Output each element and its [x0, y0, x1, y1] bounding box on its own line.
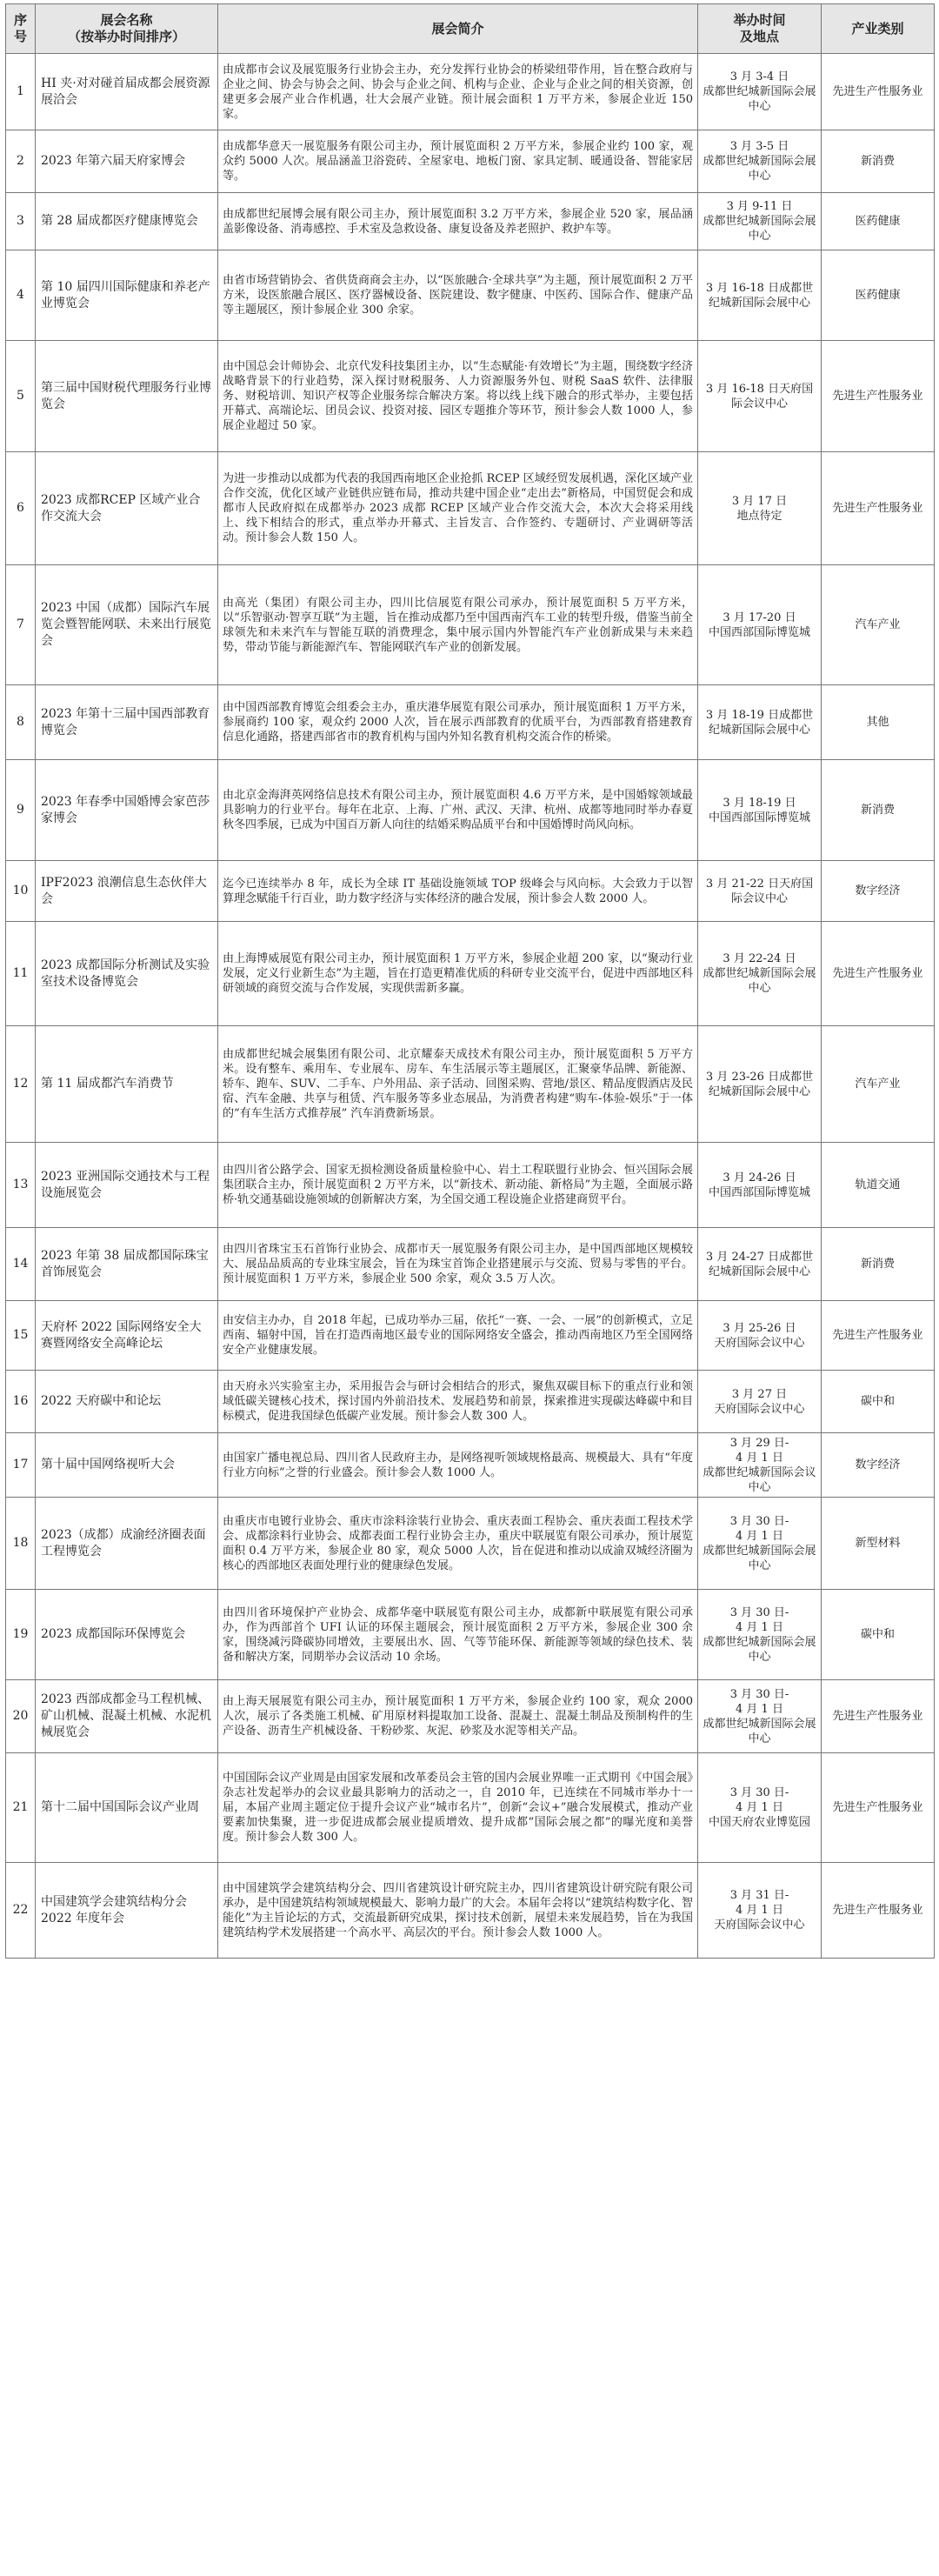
industry-category: 新消费 [822, 760, 935, 861]
table-row [6, 341, 935, 452]
exhibition-name: 第 10 届四川国际健康和养老产业博览会 [36, 250, 218, 341]
table-row [6, 1301, 935, 1371]
exhibition-intro: 由四川省珠宝玉石首饰行业协会、成都市天一展览服务有限公司主办，是中国西部地区规模较大、展品品质高的专业珠宝展会，旨在为珠宝首饰企业搭建展示与交流、贸易与零售的平台。预计展览面积 1 万平方米，参展企业 500 余家，观众 3.5 万人次。 [218, 1228, 698, 1301]
industry-category: 先进生产性服务业 [822, 1680, 935, 1753]
exhibition-intro: 由安信主办办，自 2018 年起，已成功举办三届，依托“一赛、一会、一展”的创新模式，立足西南、辐射中国，旨在打造西南地区最专业的国际网络安全盛会，推动西南地区乃至全国网络安全产业健康发展。 [218, 1301, 698, 1371]
exhibition-time-place: 3 月 24-26 日 中国西部国际博览城 [698, 1143, 822, 1228]
table-row [6, 1026, 935, 1143]
row-number: 5 [6, 341, 36, 452]
exhibition-intro: 由国家广播电视总局、四川省人民政府主办，是网络视听领域规格最高、规模最大、具有“年度行业方向标”之誉的行业盛会。预计参会人数 1000 人。 [218, 1433, 698, 1498]
table-row [6, 1753, 935, 1863]
exhibition-intro: 由成都世纪城会展集团有限公司、北京耀泰天成技术有限公司主办，预计展览面积 5 万平方米。设有整车、乘用车、专业展车、房车、车生活展示等主题展区，汇聚豪华品牌、新能源、轿车、跑车、SUV、二手车、户外用品、亲子活动、回图采购、营地/景区、精品度假酒店及民宿、汽车金融、共享与租赁、汽车服务等多业态展品，为消费者构建“购车-体验-娱乐”于一体的“有车生活方式推荐展” 汽车消费新场景。 [218, 1026, 698, 1143]
row-number: 1 [6, 54, 36, 130]
row-number: 7 [6, 565, 36, 685]
exhibition-name: 第 28 届成都医疗健康博览会 [36, 193, 218, 250]
exhibition-time-place: 3 月 3-5 日 成都世纪城新国际会展中心 [698, 130, 822, 193]
industry-category: 其他 [822, 685, 935, 760]
industry-category: 碳中和 [822, 1590, 935, 1680]
row-number: 18 [6, 1498, 36, 1590]
exhibition-intro: 为进一步推动以成都为代表的我国西南地区企业抢抓 RCEP 区域经贸发展机遇，深化区域产业合作交流，优化区域产业链供应链布局，推动共建中国企业“走出去”新格局，中国贸促会和成都市人民政府拟在成都举办 2023 成都 RCEP 区域产业合作交流大会，本次大会将采用线上、线下相结合的形式，重点举办开幕式、主旨发言、合作签约、专题研讨、产业调研等活动。预计参会人数 150 人。 [218, 452, 698, 565]
exhibition-name: 第三届中国财税代理服务行业博览会 [36, 341, 218, 452]
exhibition-time-place: 3 月 18-19 日成都世纪城新国际会展中心 [698, 685, 822, 760]
exhibition-time-place: 3 月 17-20 日 中国西部国际博览城 [698, 565, 822, 685]
table-row [6, 54, 935, 130]
exhibition-intro: 由北京金海湃英网络信息技术有限公司主办，预计展览面积 4.6 万平方米，是中国婚嫁领域最具影响力的行业平台。每年在北京、上海、广州、武汉、天津、杭州、成都等地同时举办春夏秋冬四季展，已成为中国百万新人向往的结婚采购品质平台和中国婚博时尚风向标。 [218, 760, 698, 861]
table-row [6, 861, 935, 922]
exhibition-name: IPF2023 浪潮信息生态伙伴大会 [36, 861, 218, 922]
table-row [6, 1680, 935, 1753]
exhibition-time-place: 3 月 25-26 日 天府国际会议中心 [698, 1301, 822, 1371]
table-row [6, 1228, 935, 1301]
industry-category: 先进生产性服务业 [822, 54, 935, 130]
table-row [6, 130, 935, 193]
exhibition-time-place: 3 月 27 日 天府国际会议中心 [698, 1371, 822, 1433]
exhibition-time-place: 3 月 16-18 日成都世纪城新国际会展中心 [698, 250, 822, 341]
industry-category: 碳中和 [822, 1371, 935, 1433]
exhibition-name: 2023 年第 38 届成都国际珠宝首饰展览会 [36, 1228, 218, 1301]
exhibition-name: 第 11 届成都汽车消费节 [36, 1026, 218, 1143]
exhibition-intro: 由四川省公路学会、国家无损检测设备质量检验中心、岩土工程联盟行业协会、恒兴国际会展集团联合主办，预计展览面积 2 万平方米，以“新技术、新动能、新格局”为主题，全面展示路桥·轨交通基础设施领域的创新解决方案，为全国交通工程设施企业搭建商贸平台。 [218, 1143, 698, 1228]
exhibition-intro: 由上海天展展览有限公司主办，预计展览面积 1 万平方米，参展企业约 100 家，观众 2000 人次，展示了各类施工机械、矿用原材料提取加工设备、混凝土、混凝土制品及预制构件的生产设备、沥青生产机械设备、干粉砂浆、灰泥、砂浆及水泥等相关产品。 [218, 1680, 698, 1753]
industry-category: 先进生产性服务业 [822, 452, 935, 565]
exhibition-intro: 由成都世纪展博会展有限公司主办，预计展览面积 3.2 万平方米，参展企业 520 家，展品涵盖影像设备、消毒感控、手术室及急救设备、康复设备及养老照护、救护车等。 [218, 193, 698, 250]
exhibition-name: 2023 成都国际环保博览会 [36, 1590, 218, 1680]
row-number: 22 [6, 1863, 36, 1959]
exhibition-name: 2023 亚洲国际交通技术与工程设施展览会 [36, 1143, 218, 1228]
row-number: 17 [6, 1433, 36, 1498]
table-row [6, 193, 935, 250]
exhibition-time-place: 3 月 9-11 日 成都世纪城新国际会展中心 [698, 193, 822, 250]
row-number: 11 [6, 922, 36, 1026]
exhibition-time-place: 3 月 31 日- 4 月 1 日 天府国际会议中心 [698, 1863, 822, 1959]
table-row [6, 1590, 935, 1680]
exhibition-name: HI 夹·对对碰首届成都会展资源展洽会 [36, 54, 218, 130]
header-intro: 展会简介 [218, 4, 698, 54]
exhibition-intro: 由高光（集团）有限公司主办，四川比信展览有限公司承办，预计展览面积 5 万平方米，以“乐智驱动·智享互联”为主题，旨在推动成都乃至中国西南汽车工业的转型升级，借鉴当前全球领先和未来汽车与智能互联的消费理念，集中展示国内外智能汽车产业创新成果与未来趋势，带动节能与新能源汽车、智能网联汽车产业的创新发展。 [218, 565, 698, 685]
row-number: 13 [6, 1143, 36, 1228]
exhibition-time-place: 3 月 30 日- 4 月 1 日 成都世纪城新国际会展中心 [698, 1590, 822, 1680]
industry-category: 医药健康 [822, 250, 935, 341]
exhibition-name: 第十届中国网络视听大会 [36, 1433, 218, 1498]
exhibition-schedule-sheet [5, 3, 934, 1959]
row-number: 16 [6, 1371, 36, 1433]
row-number: 21 [6, 1753, 36, 1863]
table-row [6, 565, 935, 685]
industry-category: 医药健康 [822, 193, 935, 250]
row-number: 4 [6, 250, 36, 341]
industry-category: 先进生产性服务业 [822, 1753, 935, 1863]
exhibition-name: 2023 成都国际分析测试及实验室技术设备博览会 [36, 922, 218, 1026]
exhibition-time-place: 3 月 18-19 日 中国西部国际博览城 [698, 760, 822, 861]
industry-category: 先进生产性服务业 [822, 922, 935, 1026]
table-row [6, 922, 935, 1026]
table-row [6, 452, 935, 565]
table-row [6, 760, 935, 861]
table-row [6, 1143, 935, 1228]
table-row [6, 250, 935, 341]
industry-category: 先进生产性服务业 [822, 1301, 935, 1371]
row-number: 9 [6, 760, 36, 861]
industry-category: 数字经济 [822, 1433, 935, 1498]
industry-category: 先进生产性服务业 [822, 341, 935, 452]
exhibition-table [5, 3, 935, 1959]
table-row [6, 1433, 935, 1498]
exhibition-time-place: 3 月 30 日- 4 月 1 日 中国天府农业博览园 [698, 1753, 822, 1863]
exhibition-name: 2023 成都RCEP 区域产业合作交流大会 [36, 452, 218, 565]
table-row [6, 1498, 935, 1590]
header-time: 举办时间 及地点 [698, 4, 822, 54]
exhibition-intro: 由中国总会计师协会、北京代发科技集团主办，以“生态赋能·有效增长”为主题，围绕数字经济战略背景下的行业趋势，深入探讨财税服务、人力资源服务外包、财税 SaaS 软件、法律服务、财税培训、知识产权等企业服务综合解决方案。将以线上线下融合的形式举办，主要包括开幕式、高端论坛、团员会议、投资对接、园区专题推介等环节，预计参会人数 1000 人，参展企业超过 50 家。 [218, 341, 698, 452]
industry-category: 汽车产业 [822, 565, 935, 685]
row-number: 15 [6, 1301, 36, 1371]
exhibition-time-place: 3 月 30 日- 4 月 1 日 成都世纪城新国际会展中心 [698, 1680, 822, 1753]
exhibition-time-place: 3 月 30 日- 4 月 1 日 成都世纪城新国际会展中心 [698, 1498, 822, 1590]
exhibition-name: 2023 西部成都金马工程机械、矿山机械、混凝土机械、水泥机械展览会 [36, 1680, 218, 1753]
exhibition-intro: 由成都华意天一展览服务有限公司主办，预计展览面积 2 万平方米，参展企业约 100 家，观众约 5000 人次。展品涵盖卫浴瓷砖、全屋家电、地板门窗、家具定制、暖通设备、智能家居等。 [218, 130, 698, 193]
industry-category: 轨道交通 [822, 1143, 935, 1228]
row-number: 3 [6, 193, 36, 250]
exhibition-time-place: 3 月 24-27 日成都世纪城新国际会展中心 [698, 1228, 822, 1301]
industry-category: 新消费 [822, 130, 935, 193]
exhibition-intro: 迄今已连续举办 8 年，成长为全球 IT 基础设施领域 TOP 级峰会与风向标。大会致力于以智算理念赋能千行百业，助力数字经济与实体经济的融合发展，预计参会人数 2000 人。 [218, 861, 698, 922]
row-number: 10 [6, 861, 36, 922]
header-category: 产业类别 [822, 4, 935, 54]
exhibition-name: 2023 年春季中国婚博会家芭莎家博会 [36, 760, 218, 861]
exhibition-intro: 由中国建筑学会建筑结构分会、四川省建筑设计研究院主办，四川省建筑设计研究院有限公司承办，是中国建筑结构领域规模最大、影响力最广的大会。本届年会将以“建筑结构数字化、智能化”为主旨论坛的方式，交流最新研究成果，探讨技术创新，展望未来发展趋势，旨在为我国建筑结构学术发展搭建一个高水平、高层次的平台。预计参会人数 1000 人。 [218, 1863, 698, 1959]
exhibition-time-place: 3 月 3-4 日 成都世纪城新国际会展中心 [698, 54, 822, 130]
exhibition-time-place: 3 月 29 日- 4 月 1 日 成都世纪城新国际会议中心 [698, 1433, 822, 1498]
exhibition-intro: 由成都市会议及展览服务行业协会主办，充分发挥行业协会的桥梁纽带作用，旨在整合政府与企业之间、协会与协会之间、协会与企业之间、机构与企业、企业与企业之间的相关资源，创建更多会展产业合作机遇，壮大会展产业链。预计展会面积 1 万平方米，参展企业近 150 家。 [218, 54, 698, 130]
table-row [6, 685, 935, 760]
exhibition-name: 2023 年第六届天府家博会 [36, 130, 218, 193]
header-no: 序号 [6, 4, 36, 54]
exhibition-intro: 由上海博威展览有限公司主办，预计展览面积 1 万平方米，参展企业超 200 家，以“聚动行业发展，定义行业新生态”为主题，旨在打造更精准优质的科研专业交流平台，促进中西部地区科研领域的商贸交流与合作发展，实现供需新多赢。 [218, 922, 698, 1026]
industry-category: 数字经济 [822, 861, 935, 922]
exhibition-intro: 由省市场营销协会、省供货商商会主办，以“医旅融合·全球共享”为主题，预计展览面积 2 万平方米，设医旅融合展区、医疗器械设备、医院建设、数字健康、中医药、国际合作、健康产品等主题展区，预计参展企业 300 余家。 [218, 250, 698, 341]
exhibition-name: 2022 天府碳中和论坛 [36, 1371, 218, 1433]
industry-category: 新型材料 [822, 1498, 935, 1590]
industry-category: 先进生产性服务业 [822, 1863, 935, 1959]
exhibition-time-place: 3 月 21-22 日天府国际会议中心 [698, 861, 822, 922]
row-number: 19 [6, 1590, 36, 1680]
table-row [6, 1371, 935, 1433]
row-number: 20 [6, 1680, 36, 1753]
row-number: 6 [6, 452, 36, 565]
exhibition-intro: 中国国际会议产业周是由国家发展和改革委员会主管的国内会展业界唯一正式期刊《中国会展》杂志社发起举办的会议业最具影响力的活动之一，自 2010 年，已连续在不同城市举办十一届，本届产业周主题定位于提升会议产业“城市名片”，创新“会议+”融合发展模式，推动产业要素加快集聚，进一步促进成都会展业提质增效、提升成都“国际会展之都”的曝光度和美誉度。预计参会人数 300 人。 [218, 1753, 698, 1863]
row-number: 12 [6, 1026, 36, 1143]
exhibition-intro: 由天府永兴实验室主办，采用报告会与研讨会相结合的形式，聚焦双碳目标下的重点行业和领域低碳关键核心技术，探讨国内外前沿技术、发展趋势和前景，探索推进实现碳达峰碳中和目标模式，促进我国绿色低碳产业发展。预计参会人数 300 人。 [218, 1371, 698, 1433]
exhibition-time-place: 3 月 17 日 地点待定 [698, 452, 822, 565]
exhibition-name: 2023 年第十三届中国西部教育博览会 [36, 685, 218, 760]
exhibition-time-place: 3 月 16-18 日天府国际会议中心 [698, 341, 822, 452]
exhibition-name: 2023 中国（成都）国际汽车展览会暨智能网联、未来出行展览会 [36, 565, 218, 685]
exhibition-name: 第十二届中国国际会议产业周 [36, 1753, 218, 1863]
exhibition-intro: 由重庆市电镀行业协会、重庆市涂料涂装行业协会、重庆表面工程协会、重庆表面工程技术学会、成都涂料行业协会、成都表面工程行业协会主办，重庆中联展览有限公司承办，预计展览面积 0.4 万平方米，参展企业 80 家，观众 5000 人次，旨在促进和推动以成渝双城经济圈为核心的西部地区表面处理行业的健康绿色发展。 [218, 1498, 698, 1590]
exhibition-intro: 由中国西部教育博览会组委会主办，重庆港华展览有限公司承办，预计展览面积 1 万平方米，参展商约 100 家，观众约 2000 人次，旨在展示西部教育的优质平台，为西部教育搭建教育信息化通路，搭建西部省市的教育机构与国内外知名教育机构交流合作的桥梁。 [218, 685, 698, 760]
exhibition-time-place: 3 月 22-24 日 成都世纪城新国际会展中心 [698, 922, 822, 1026]
header-name: 展会名称 （按举办时间排序） [36, 4, 218, 54]
exhibition-name: 2023（成都）成渝经济圈表面工程博览会 [36, 1498, 218, 1590]
industry-category: 新消费 [822, 1228, 935, 1301]
row-number: 2 [6, 130, 36, 193]
exhibition-name: 天府杯 2022 国际网络安全大赛暨网络安全高峰论坛 [36, 1301, 218, 1371]
row-number: 14 [6, 1228, 36, 1301]
industry-category: 汽车产业 [822, 1026, 935, 1143]
row-number: 8 [6, 685, 36, 760]
table-row [6, 1863, 935, 1959]
table-header-row [6, 4, 935, 54]
exhibition-intro: 由四川省环境保护产业协会、成都华毫中联展览有限公司主办，成都新中联展览有限公司承办，作为西部首个 UFI 认证的环保主题展会，预计展览面积 2 万平方米，参展企业 300 余家，围绕减污降碳协同增效，主要展出水、固、气等节能环保、新能源等领域的绿色技术、装备和解决方案，同期举办会议活动 10 余场。 [218, 1590, 698, 1680]
exhibition-name: 中国建筑学会建筑结构分会 2022 年度年会 [36, 1863, 218, 1959]
exhibition-time-place: 3 月 23-26 日成都世纪城新国际会展中心 [698, 1026, 822, 1143]
